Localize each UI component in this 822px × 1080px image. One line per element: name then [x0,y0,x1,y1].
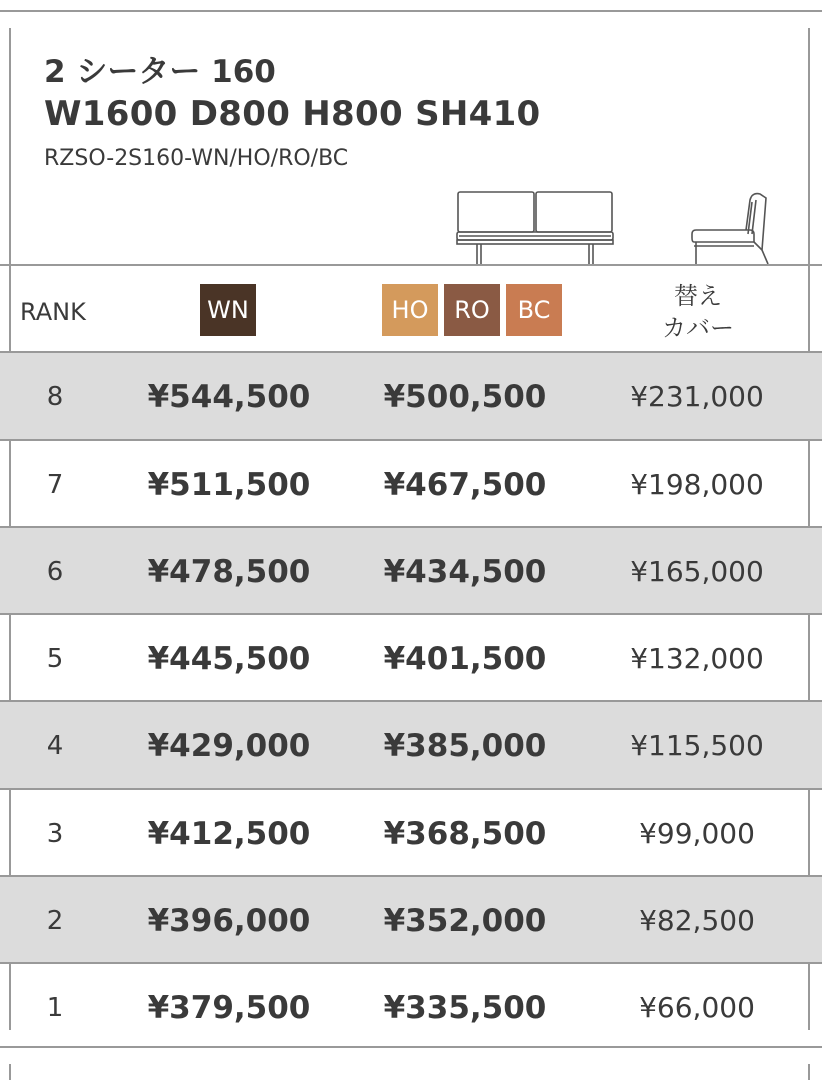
next-card-right-border [808,1064,810,1080]
cover-price-cell: ¥66,000 [639,991,755,1024]
table-row [0,353,822,440]
ho-ro-bc-price-cell: ¥368,500 [383,815,547,852]
wn-price-cell: ¥445,500 [147,640,311,677]
ho-ro-bc-price-cell: ¥385,000 [383,727,547,764]
replacement-cover-label-line1: 替え [674,282,722,310]
finish-badge-wn: WN [200,284,256,336]
cover-price-cell: ¥132,000 [630,642,764,675]
cover-price-cell: ¥82,500 [639,904,755,937]
finish-badge-ro: RO [444,284,500,336]
ho-ro-bc-price-cell: ¥467,500 [383,466,547,503]
cover-price-cell: ¥231,000 [630,380,764,413]
price-table-header [0,266,822,352]
cover-price-cell: ¥99,000 [639,817,755,850]
replacement-cover-label-line2: カバー [662,314,734,342]
wn-price-cell: ¥396,000 [147,902,311,939]
table-row [0,964,822,1051]
rank-cell: 8 [46,381,64,412]
finish-badge-bc: BC [506,284,562,336]
table-row [0,790,822,877]
cover-price-cell: ¥165,000 [630,555,764,588]
wn-price-cell: ¥379,500 [147,989,311,1026]
cover-price-cell: ¥115,500 [630,729,764,762]
wn-price-cell: ¥511,500 [147,466,311,503]
next-card-left-border [9,1064,11,1080]
rank-cell: 4 [46,730,64,761]
table-row [0,877,822,964]
model-code: RZSO-2S160-WN/HO/RO/BC [44,146,349,171]
ho-ro-bc-price-cell: ¥401,500 [383,640,547,677]
rank-cell: 3 [46,818,64,849]
wn-price-cell: ¥478,500 [147,553,311,590]
wn-price-cell: ¥429,000 [147,727,311,764]
ho-ro-bc-price-cell: ¥352,000 [383,902,547,939]
finish-badge-ho: HO [382,284,438,336]
table-row [0,615,822,702]
sofa-side-icon [690,190,772,266]
ho-ro-bc-price-cell: ¥434,500 [383,553,547,590]
table-row [0,528,822,615]
table-row [0,441,822,528]
sofa-front-icon [455,190,615,266]
top-rule [0,10,822,12]
rank-cell: 5 [46,643,64,674]
table-row [0,702,822,789]
ho-ro-bc-price-cell: ¥500,500 [383,378,547,415]
rank-cell: 1 [46,992,64,1023]
cover-price-cell: ¥198,000 [630,468,764,501]
wn-price-cell: ¥544,500 [147,378,311,415]
rank-column-header: RANK [20,298,86,326]
rank-cell: 2 [46,905,64,936]
rank-cell: 7 [46,469,64,500]
ho-ro-bc-price-cell: ¥335,500 [383,989,547,1026]
product-dimensions: W1600 D800 H800 SH410 [44,94,541,134]
product-title: 2 シーター 160 [44,54,276,90]
replacement-cover-header [650,280,746,344]
rank-cell: 6 [46,556,64,587]
wn-price-cell: ¥412,500 [147,815,311,852]
